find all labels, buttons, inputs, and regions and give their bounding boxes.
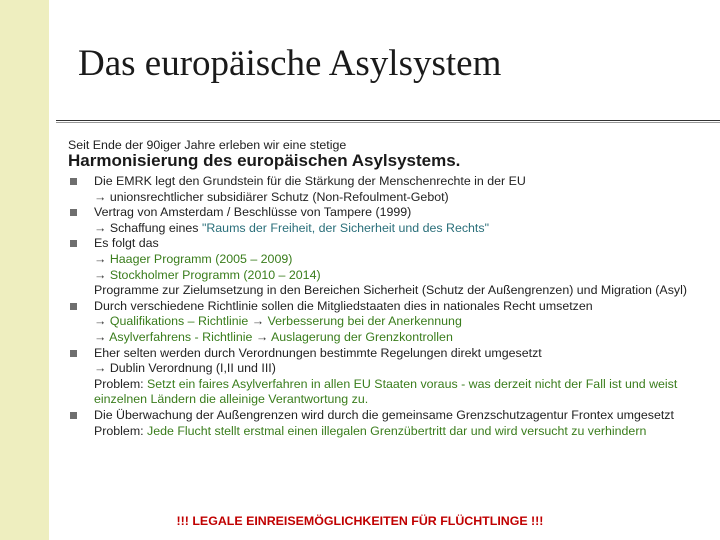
bullet-square-icon [70,209,77,216]
arrow-icon: → [94,220,107,235]
problem-text: Jede Flucht stellt erstmal einen illegalen Grenzübertritt dar und wird versucht zu verhindern [147,423,647,438]
bullet-square-icon [70,178,77,185]
problem-label: Problem: [94,423,148,438]
sub-point: Auslagerung der Grenzkontrollen [271,329,453,344]
footer-callout [0,514,720,528]
bullet-square-icon [70,350,77,357]
arrow-icon: → [255,329,269,344]
quote-freedom-security-justice: "Raums der Freiheit, der Sicherheit und des Rechts" [201,220,489,235]
bullet-directives [70,299,700,346]
bullet-programs [70,236,700,298]
stockholm-programme: Stockholmer Programm (2010 – 2014) [109,267,321,282]
dublin-regulation: Dublin Verordnung (I,II und III) [109,361,276,376]
title-rule-secondary [56,122,720,123]
bullet-list [70,174,700,439]
bullet-square-icon [70,412,77,419]
sub-point: Programme zur Zielumsetzung in den Bereichen Sicherheit (Schutz der Außengrenzen) und Migration (Asyl) [94,283,687,298]
footer-text-part1: !!! LEGALE EINREISE [176,514,304,528]
bullet-square-icon [70,240,77,247]
title-rule [56,120,720,121]
bullet-text: Die EMRK legt den Grundstein für die Stärkung der Menschenrechte in der EU [94,174,526,188]
arrow-icon: → [251,314,265,329]
bullet-emrk [70,174,700,205]
bullet-frontex [70,408,700,439]
bullet-text: Vertrag von Amsterdam / Beschlüsse von Tampere (1999) [94,205,412,220]
bullet-regulations [70,346,700,408]
arrow-icon: → [94,251,107,266]
bullet-square-icon [70,303,77,310]
sub-point: unionsrechtlicher subsidiärer Schutz (Non-Refoulment-Gebot) [109,189,449,204]
left-decor-bar [0,0,49,540]
arrow-icon: → [94,361,107,376]
sub-point: Schaffung eines [109,220,202,235]
arrow-icon: → [94,329,107,344]
hague-programme: Haager Programm (2005 – 2009) [109,251,293,266]
asylum-procedures-directive: Asylverfahrens - Richtlinie [109,329,253,344]
problem-text: Setzt ein faires Asylverfahren in allen EU Staaten voraus - was derzeit nicht der Fall ist und weist einzelnen Ländern die alleinige Verantwortung zu. [94,376,678,407]
problem-label: Problem: [94,376,148,391]
section-heading: Harmonisierung des europäischen Asylsystems. [68,151,461,170]
intro-text: Seit Ende der 90iger Jahre erleben wir eine stetige [68,138,347,152]
arrow-icon: → [94,267,107,282]
bullet-amsterdam [70,205,700,236]
bullet-text: Die Überwachung der Außengrenzen wird durch die gemeinsame Grenzschutzagentur Frontex umgesetzt [94,407,674,422]
qualification-directive: Qualifikations – Richtlinie [109,314,249,329]
arrow-icon: → [94,189,107,204]
arrow-icon: → [94,314,107,329]
bullet-text: Es folgt das [94,236,159,251]
sub-point: Verbesserung bei der Anerkennung [267,314,462,329]
slide-title: Das europäische Asylsystem [78,43,502,84]
bullet-text: Durch verschiedene Richtlinie sollen die Mitgliedstaaten dies in nationales Recht umsetzen [94,298,593,313]
footer-text-part2: MÖGLICHKEITEN FÜR FLÜCHTLINGE !!! [303,514,544,528]
bullet-text: Eher selten werden durch Verordnungen bestimmte Regelungen direkt umgesetzt [94,345,542,360]
